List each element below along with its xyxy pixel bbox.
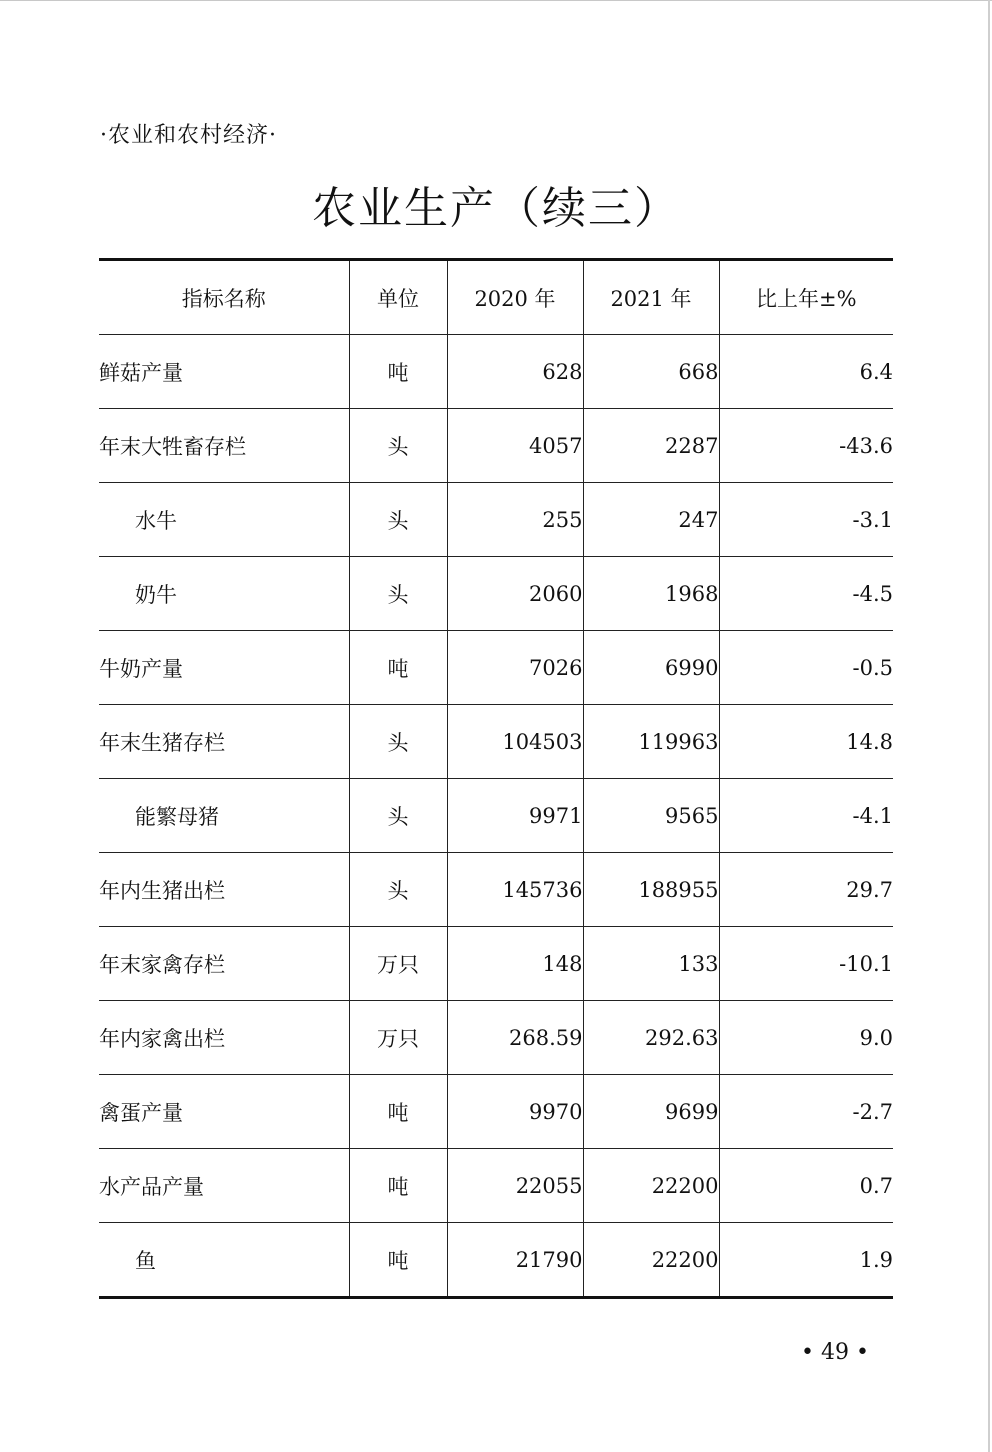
unit-cell: 头 (349, 705, 447, 779)
unit-cell: 吨 (349, 335, 447, 409)
change-percent-cell: -10.1 (719, 927, 893, 1001)
value-2021-cell: 22200 (583, 1223, 719, 1298)
unit-cell: 万只 (349, 1001, 447, 1075)
table-row (99, 1001, 893, 1075)
column-header-2021: 2021 年 (583, 260, 719, 335)
value-2020-cell: 21790 (447, 1223, 583, 1298)
value-2020-cell: 628 (447, 335, 583, 409)
value-2021-cell: 133 (583, 927, 719, 1001)
unit-cell: 头 (349, 853, 447, 927)
table-row (99, 1075, 893, 1149)
table-row (99, 853, 893, 927)
indicator-name-cell: 鲜菇产量 (99, 335, 349, 409)
value-2021-cell: 247 (583, 483, 719, 557)
statistics-table (99, 258, 893, 1299)
table-header-row (99, 260, 893, 335)
value-2020-cell: 255 (447, 483, 583, 557)
change-percent-cell: -4.1 (719, 779, 893, 853)
indicator-name-cell: 能繁母猪 (99, 779, 349, 853)
change-percent-cell: -2.7 (719, 1075, 893, 1149)
value-2021-cell: 22200 (583, 1149, 719, 1223)
table-row (99, 557, 893, 631)
table-row (99, 927, 893, 1001)
column-header-indicator: 指标名称 (99, 260, 349, 335)
table-body (99, 335, 893, 1298)
indicator-name-cell: 年内生猪出栏 (99, 853, 349, 927)
table-row (99, 1149, 893, 1223)
change-percent-cell: -3.1 (719, 483, 893, 557)
value-2020-cell: 7026 (447, 631, 583, 705)
table-row (99, 483, 893, 557)
unit-cell: 万只 (349, 927, 447, 1001)
indicator-name-cell: 牛奶产量 (99, 631, 349, 705)
change-percent-cell: -4.5 (719, 557, 893, 631)
table-row (99, 631, 893, 705)
value-2020-cell: 268.59 (447, 1001, 583, 1075)
indicator-name-cell: 水牛 (99, 483, 349, 557)
indicator-name-cell: 禽蛋产量 (99, 1075, 349, 1149)
table-row (99, 1223, 893, 1298)
column-header-2020: 2020 年 (447, 260, 583, 335)
value-2021-cell: 6990 (583, 631, 719, 705)
value-2020-cell: 4057 (447, 409, 583, 483)
change-percent-cell: 14.8 (719, 705, 893, 779)
indicator-name-cell: 奶牛 (99, 557, 349, 631)
unit-cell: 头 (349, 483, 447, 557)
indicator-name-cell: 年内家禽出栏 (99, 1001, 349, 1075)
page-number: • 49 • (801, 1340, 869, 1365)
value-2020-cell: 22055 (447, 1149, 583, 1223)
page-title: 农业生产（续三） (312, 183, 680, 234)
unit-cell: 头 (349, 779, 447, 853)
indicator-name-cell: 年末家禽存栏 (99, 927, 349, 1001)
value-2021-cell: 119963 (583, 705, 719, 779)
unit-cell: 吨 (349, 1223, 447, 1298)
value-2021-cell: 292.63 (583, 1001, 719, 1075)
section-header: ·农业和农村经济· (100, 123, 277, 148)
value-2020-cell: 9970 (447, 1075, 583, 1149)
indicator-name-cell: 鱼 (99, 1223, 349, 1298)
table-row (99, 409, 893, 483)
unit-cell: 吨 (349, 631, 447, 705)
value-2020-cell: 9971 (447, 779, 583, 853)
value-2021-cell: 188955 (583, 853, 719, 927)
change-percent-cell: -43.6 (719, 409, 893, 483)
table-row (99, 335, 893, 409)
unit-cell: 吨 (349, 1075, 447, 1149)
change-percent-cell: 0.7 (719, 1149, 893, 1223)
change-percent-cell: 9.0 (719, 1001, 893, 1075)
unit-cell: 吨 (349, 1149, 447, 1223)
change-percent-cell: 1.9 (719, 1223, 893, 1298)
indicator-name-cell: 年末大牲畜存栏 (99, 409, 349, 483)
unit-cell: 头 (349, 409, 447, 483)
column-header-unit: 单位 (349, 260, 447, 335)
indicator-name-cell: 水产品产量 (99, 1149, 349, 1223)
indicator-name-cell: 年末生猪存栏 (99, 705, 349, 779)
value-2021-cell: 668 (583, 335, 719, 409)
page-top-edge (0, 0, 992, 1)
value-2020-cell: 148 (447, 927, 583, 1001)
change-percent-cell: 29.7 (719, 853, 893, 927)
change-percent-cell: 6.4 (719, 335, 893, 409)
table-row (99, 705, 893, 779)
value-2020-cell: 2060 (447, 557, 583, 631)
value-2020-cell: 104503 (447, 705, 583, 779)
value-2020-cell: 145736 (447, 853, 583, 927)
value-2021-cell: 2287 (583, 409, 719, 483)
unit-cell: 头 (349, 557, 447, 631)
column-header-change: 比上年±% (719, 260, 893, 335)
value-2021-cell: 9565 (583, 779, 719, 853)
table-row (99, 779, 893, 853)
value-2021-cell: 9699 (583, 1075, 719, 1149)
change-percent-cell: -0.5 (719, 631, 893, 705)
value-2021-cell: 1968 (583, 557, 719, 631)
